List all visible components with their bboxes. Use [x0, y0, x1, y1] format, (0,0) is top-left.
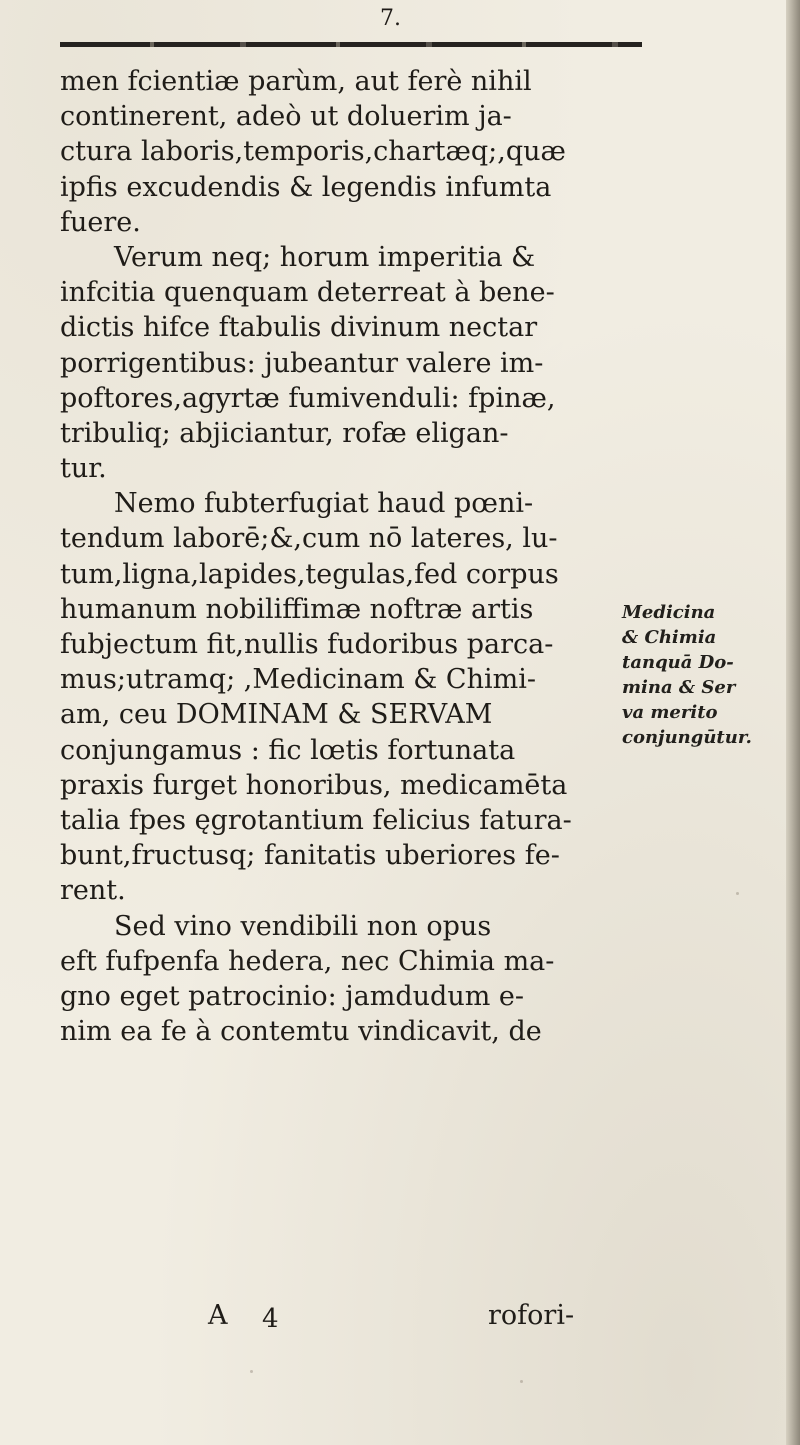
text-line: tur.: [60, 453, 107, 485]
text-line: dictis hifce ftabulis divinum nectar: [60, 312, 538, 344]
text-line: mus;utramq; ,Medicinam & Chimi-: [60, 664, 536, 696]
body-text: [60, 64, 640, 1049]
marginal-note-line: va merito: [622, 702, 718, 723]
marginal-note-line: mina & Ser: [622, 677, 736, 698]
text-line: tribuliq; abjiciantur, rofæ eligan-: [60, 417, 509, 449]
text-line: praxis furget honoribus, medicamēta: [60, 769, 568, 801]
paper-speck: [520, 1380, 523, 1383]
paper-speck: [736, 892, 739, 895]
text-line: talia fpes ęgrotantium felicius fatura-: [60, 804, 572, 836]
paper-speck: [250, 1370, 253, 1373]
catchword: rofori-: [488, 1300, 575, 1331]
marginal-note: [622, 600, 790, 750]
text-line: continerent, adeò ut doluerim ja-: [60, 101, 512, 133]
signature-number: 4: [262, 1304, 279, 1334]
marginal-note-line: & Chimia: [622, 627, 717, 648]
page-number: 7.: [380, 6, 401, 31]
text-line: tendum laborē;&,cum nō lateres, lu-: [60, 523, 558, 555]
text-line: fubjectum fit,nullis fudoribus parca-: [60, 629, 554, 660]
text-line: men fcientiæ parùm, aut ferè nihil: [60, 66, 532, 97]
text-line: conjungamus : fic lœtis fortunata: [60, 734, 516, 766]
text-line: Sed vino vendibili non opus: [114, 910, 492, 942]
header-rule: [60, 42, 642, 47]
text-line: nim ea fe à contemtu vindicavit, de: [60, 1016, 542, 1048]
marginal-note-line: tanquā Do-: [622, 652, 734, 673]
text-line: gno eget patrocinio: jamdudum e-: [60, 980, 524, 1012]
text-line: ctura laboris,temporis,chartæq;,quæ: [60, 136, 566, 168]
signature-mark: A: [208, 1300, 228, 1331]
text-line: bunt,fructusq; fanitatis uberiores fe-: [60, 840, 560, 872]
marginal-note-line: conjungūtur.: [622, 727, 752, 748]
text-line: eft fufpenfa hedera, nec Chimia ma-: [60, 945, 555, 977]
text-line: humanum nobiliffimæ noftræ artis: [60, 593, 534, 625]
text-line: porrigentibus: jubeantur valere im-: [60, 347, 544, 379]
text-line: Verum neq; horum imperitia &: [114, 241, 536, 273]
text-line: infcitia quenquam deterreat à bene-: [60, 277, 555, 309]
text-line: fuere.: [60, 206, 141, 238]
text-line: tum,ligna,lapides,tegulas,fed corpus: [60, 558, 559, 590]
text-line: Nemo fubterfugiat haud pœni-: [114, 488, 534, 520]
text-line: rent.: [60, 875, 126, 907]
text-line: am, ceu DOMINAM & SERVAM: [60, 699, 493, 731]
marginal-note-line: Medicina: [622, 602, 716, 623]
text-line: poftores,agyrtæ fumivenduli: fpinæ,: [60, 382, 556, 414]
text-line: ipfis excudendis & legendis infumta: [60, 171, 552, 203]
